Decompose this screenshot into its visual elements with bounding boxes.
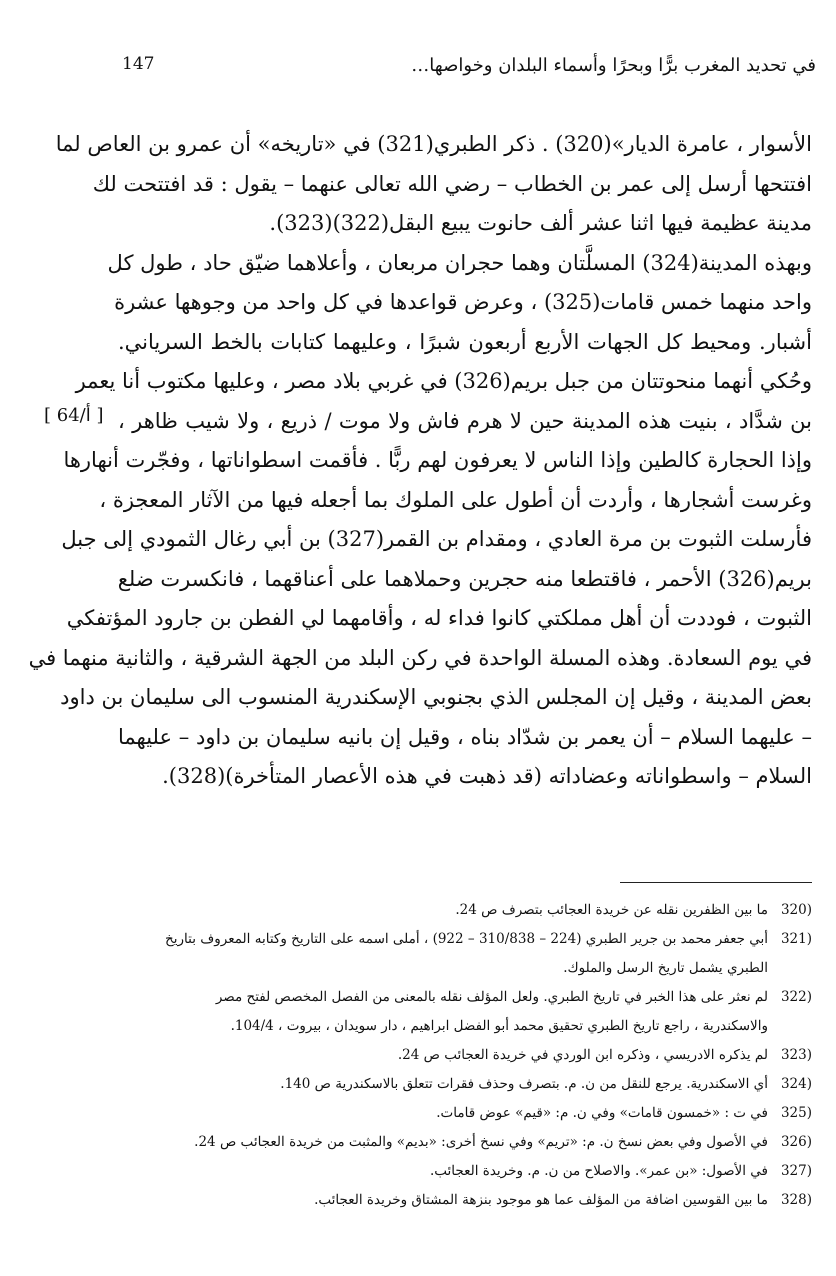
footnote-text: لم نعثر على هذا الخبر في تاريخ الطبري. ولعل المؤلف نقله بالمعنى من الفصل المخصص لفتح مصر [215,989,768,1005]
footnote-text: لم يذكره الادريسي ، وذكره ابن الوردي في خريدة العجائب ص 24. [397,1047,768,1063]
text-line: وغرست أشجارها ، وأردت أن أطول على الملوك بما أجعله فيها من الآثار المعجزة ، [99,487,812,512]
footnote-line [165,925,812,954]
footnote-number: 323) [780,1047,812,1063]
footnote-number: 327) [780,1163,812,1179]
page-number: 147 [122,54,155,74]
footnote-text: ما بين القوسين اضافة من المؤلف عما هو موجود بنزهة المشتاق وخريدة العجائب. [314,1192,768,1208]
text-line: بريم(326) الأحمر ، فاقتطعا منه حجرين وحملاهما على أعناقهما ، فانكسرت ضلع [117,566,812,591]
text-line: الأسوار ، عامرة الديار»(320) . ذكر الطبري(321) في «تاريخه» أن عمرو بن العاص لما [55,132,812,156]
text-line: واحد منهما خمس قامات(325) ، وعرض قواعدها في كل واحد من وجوهها عشرة [114,290,812,314]
text-line: أشبار. ومحيط كل الجهات الأربع أربعون شبرًا ، وعليهما كتابات بالخط السرياني. [118,329,812,354]
footnote-text: في الأصول وفي بعض نسخ ن. م: «تريم» وفي نسخ أخرى: «بديم» والمثبت من خريدة العجائب ص 24. [194,1134,768,1150]
text-line: في يوم السعادة. وهذه المسلة الواحدة في ركن البلد من الجهة الشرقية ، والثانية منهما في [28,645,812,670]
footnote-text: الطبري يشمل تاريخ الرسل والملوك. [563,960,768,976]
footnote-number: 324) [780,1076,812,1092]
footnote-line [232,1099,812,1128]
footnote-text: في الأصول: «بن عمر». والاصلاح من ن. م. وخريدة العجائب. [429,1163,768,1179]
footnotes [165,896,812,1215]
margin-folio-note: [ 64/أ ] [44,405,104,426]
running-title: في تحديد المغرب برًّا وبحرًا وأسماء البلدان وخواصها… [411,55,816,76]
footnote-line [232,896,812,925]
text-line: الثبوت ، فوددت أن أهل مملكتي كانوا فداء له ، وأقامهما لي الفطن بن جارود المؤتفكي [66,606,812,630]
text-line: وحُكي أنهما منحوتتان من جبل بريم(326) في غربي بلاد مصر ، وعليها مكتوب أنا يعمر [75,369,812,393]
text-line: افتتحها أرسل إلى عمر بن الخطاب – رضي الله تعالى عنهما – يقول : قد افتتحت لك [92,171,812,196]
text-line: فأرسلت الثبوت بن مرة العادي ، ومقدام بن القمر(327) بن أبي رغال الثمودي إلى جبل [61,527,812,551]
footnote-number: 325) [780,1105,812,1121]
footnote-line [232,1041,812,1070]
footnote-number: 321) [780,931,812,947]
text-line: مدينة عظيمة فيها اثنا عشر ألف حانوت يبيع البقل(322)(323). [269,211,812,235]
footnote-text: أي الاسكندرية. يرجع للنقل من ن. م. بتصرف وحذف فقرات تتعلق بالاسكندرية ص 140. [280,1076,768,1092]
footnote-line [194,1128,812,1157]
footnote-line [232,1157,812,1186]
footnote-line [232,1186,812,1215]
footnote-text: في ت : «خمسون قامات» وفي ن. م: «قيم» عوض قامات. [436,1105,768,1121]
text-line: – عليهما السلام – أن يعمر بن شدّاد بناه ، وقيل إن بانيه سليمان بن داود – عليهما [118,724,812,749]
text-line: بعض المدينة ، وقيل إن المجلس الذي بجنوبي الإسكندرية المنسوب الى سليمان بن داود [60,685,812,709]
footnote-number: 326) [780,1134,812,1150]
footnote-number: 320) [780,902,812,918]
text-line: وبهذه المدينة(324) المسلَّتان وهما حجران مربعان ، وأعلاهما ضيّق حاد ، طول كل [107,250,812,275]
footnote-line [232,1070,812,1099]
footnote-text: والاسكندرية ، راجع تاريخ الطبري تحقيق محمد أبو الفضل ابراهيم ، دار سويدان ، بيروت ، 104/4. [230,1018,768,1034]
footnote-number: 328) [780,1192,812,1208]
footnote-line [232,1012,812,1041]
footnote-line [232,954,812,983]
text-line: بن شدَّاد ، بنيت هذه المدينة حين لا هرم فاش ولا موت / ذريع ، ولا شيب ظاهر ، [118,408,812,433]
footnote-text: ما بين الظفرين نقله عن خريدة العجائب بتصرف ص 24. [455,902,768,918]
footnote-line [215,983,812,1012]
footnote-number: 322) [780,989,812,1005]
footnote-text: أبي جعفر محمد بن جرير الطبري (224 – 310/838 – 922) ، أملى اسمه على التاريخ وكتابه المعروف بتاريخ [165,931,768,947]
footnote-separator [620,882,812,883]
text-line: وإذا الحجارة كالطين وإذا الناس لا يعرفون لهم ربًّا . فأقمت اسطواناتها ، وفجّرت أنهارها [63,448,812,472]
text-line: السلام – واسطواناته وعضاداته (قد ذهبت في هذه الأعصار المتأخرة)(328). [162,764,812,788]
